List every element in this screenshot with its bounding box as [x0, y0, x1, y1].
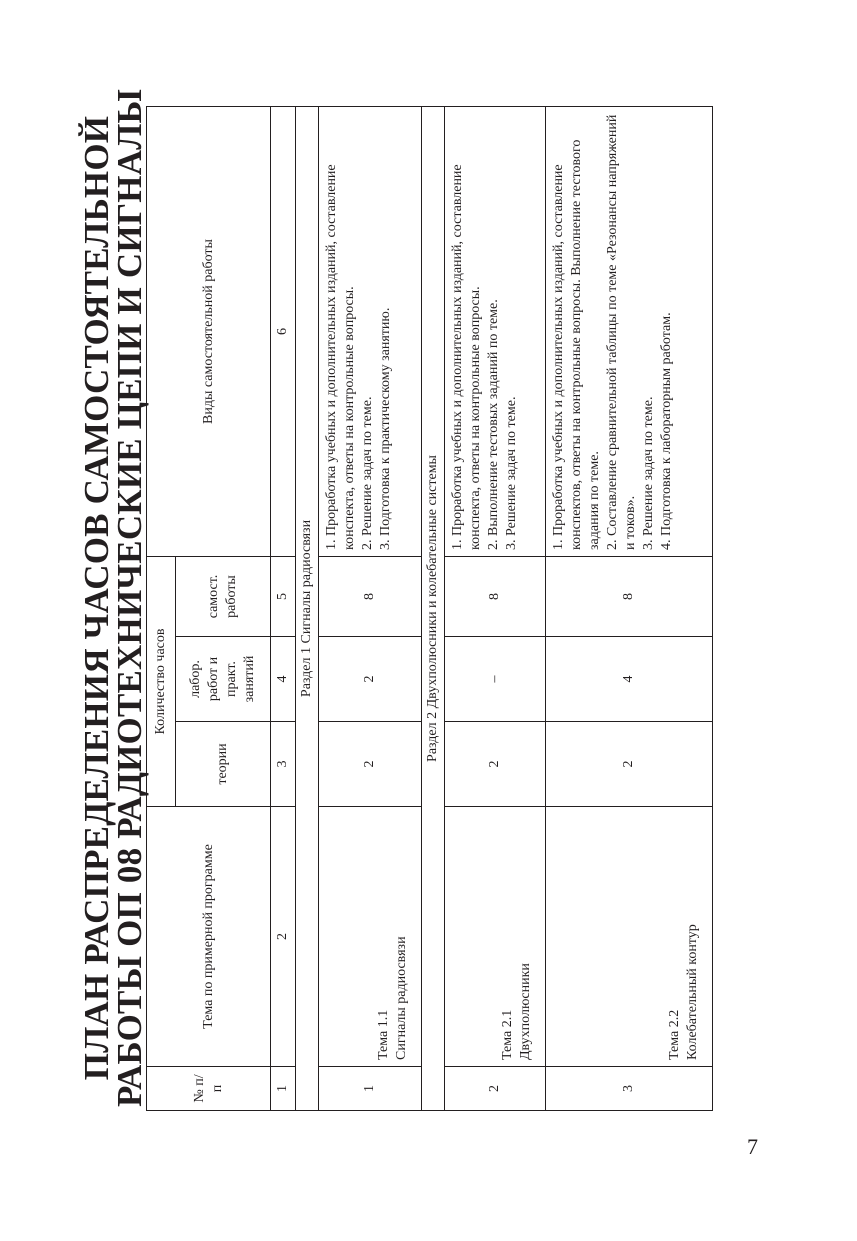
work-item: 1. Проработка учебных и дополнительных изданий, составление конспекта, ответы на контрольные вопросы. [450, 164, 483, 550]
row-topic [319, 807, 422, 1067]
page-title [77, 85, 149, 1111]
header-lab: лабор. работ и практ. занятий [176, 637, 271, 722]
header-theory: теории [176, 722, 271, 807]
col-number: 1 [271, 1067, 296, 1111]
topic-name: Сигналы радиосвязи [394, 936, 409, 1060]
hours-plan-table [146, 106, 713, 1111]
row-work [445, 107, 546, 557]
header-num: № п/п [147, 1067, 271, 1111]
row-topic [546, 807, 713, 1067]
row-work [546, 107, 713, 557]
column-numbers-row [271, 107, 296, 1111]
row-num: 1 [319, 1067, 422, 1111]
table-row [319, 107, 422, 1111]
section-row [296, 107, 319, 1111]
row-theory: 2 [445, 722, 546, 807]
topic-name: Колебательный контур [685, 924, 700, 1060]
work-item: 2. Выполнение тестовых заданий по теме. [486, 299, 501, 550]
topic-label: Тема 2.2 [667, 1009, 682, 1060]
work-item: 3. Решение задач по теме. [641, 396, 656, 550]
header-topic: Тема по примерной программе [147, 807, 271, 1067]
col-number: 4 [271, 637, 296, 722]
page-number: 7 [747, 1134, 758, 1159]
row-lab: 4 [546, 637, 713, 722]
col-number: 5 [271, 557, 296, 637]
row-self: 8 [445, 557, 546, 637]
topic-label: Тема 1.1 [376, 1009, 391, 1060]
row-self: 8 [546, 557, 713, 637]
row-self: 8 [319, 557, 422, 637]
header-row-1 [147, 107, 176, 1111]
header-self: самост. работы [176, 557, 271, 637]
col-number: 6 [271, 107, 296, 557]
row-num: 2 [445, 1067, 546, 1111]
col-number: 2 [271, 807, 296, 1067]
work-item: 3. Подготовка к практическому занятию. [378, 307, 393, 550]
table-row [546, 107, 713, 1111]
topic-name: Двухполюсники [518, 963, 533, 1060]
row-theory: 2 [319, 722, 422, 807]
row-num: 3 [546, 1067, 713, 1111]
topic-label: Тема 2.1 [500, 1009, 515, 1060]
work-item: 4. Подготовка к лабораторным работам. [659, 312, 674, 550]
table-row [445, 107, 546, 1111]
row-work [319, 107, 422, 557]
header-hours: Количество часов [147, 557, 176, 807]
title-line-1: ПЛАН РАСПРЕДЕЛЕНИЯ ЧАСОВ САМОСТОЯТЕЛЬНОЙ [77, 115, 116, 1081]
work-item: 3. Решение задач по теме. [504, 396, 519, 550]
section-title: Раздел 2 Двухполюсники и колебательные системы [422, 107, 445, 1111]
section-row [422, 107, 445, 1111]
work-item: 1. Проработка учебных и дополнительных изданий, составление конспекта, ответы на контрольные вопросы. [324, 164, 357, 550]
work-item: 1. Проработка учебных и дополнительных изданий, составление конспектов, ответы на контрольные вопросы. Выполнение тестового задания по теме. [551, 139, 602, 550]
col-number: 3 [271, 722, 296, 807]
rotated-page-content [77, 85, 720, 1115]
header-work: Виды самостоятельной работы [147, 107, 271, 557]
row-lab: 2 [319, 637, 422, 722]
work-item: 2. Решение задач по теме. [360, 396, 375, 550]
section-title: Раздел 1 Сигналы радиосвязи [296, 107, 319, 1111]
work-item: 2. Составление сравнительной таблицы по теме «Резонансы напряжений и токов». [605, 114, 638, 550]
row-topic [445, 807, 546, 1067]
title-line-2: РАБОТЫ ОП 08 РАДИОТЕХНИЧЕСКИЕ ЦЕПИ И СИГНАЛЫ [110, 88, 149, 1108]
row-theory: 2 [546, 722, 713, 807]
row-lab: – [445, 637, 546, 722]
